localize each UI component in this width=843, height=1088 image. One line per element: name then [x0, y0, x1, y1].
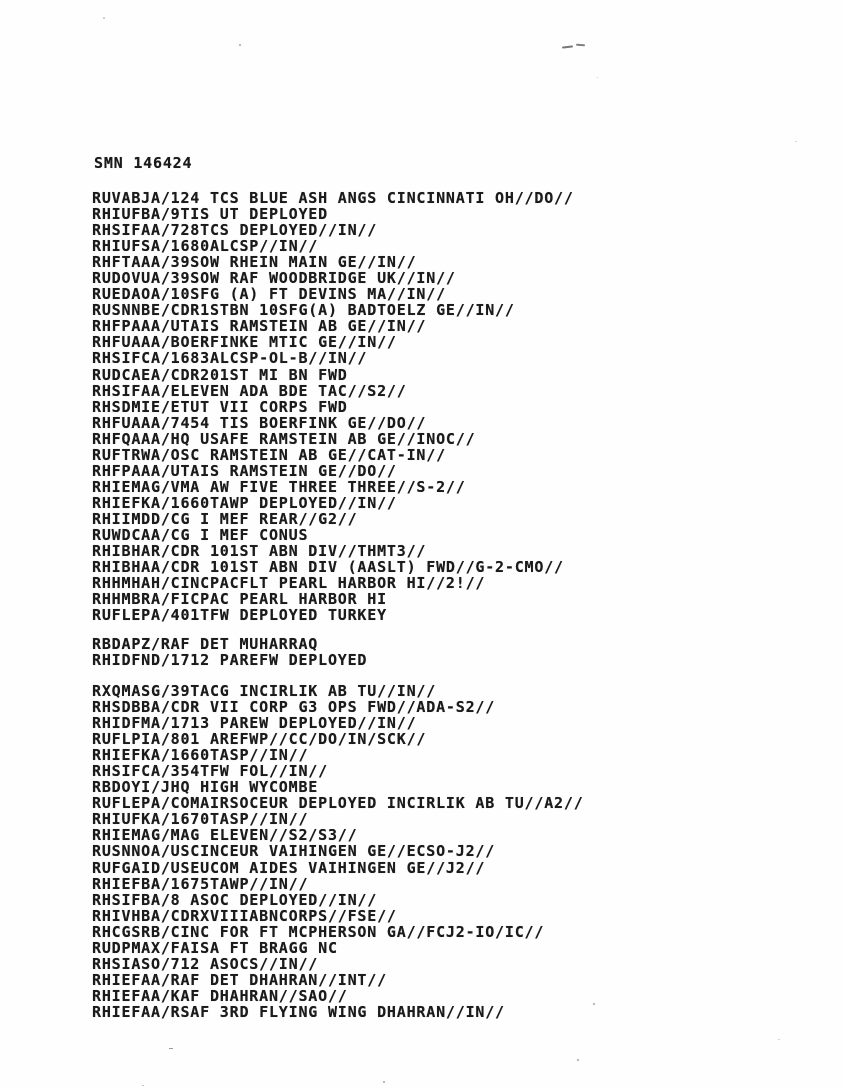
address-line: RBDOYI/JHQ HIGH WYCOMBE — [92, 778, 319, 797]
address-line: RHSDMIE/ETUT VII CORPS FWD — [92, 397, 348, 416]
scan-speck — [383, 1081, 385, 1083]
message-serial-number: SMN 146424 — [94, 154, 193, 172]
address-line: RUEDAOA/10SFG (A) FT DEVINS MA//IN// — [92, 285, 446, 304]
address-line: RHIBHAR/CDR 101ST ABN DIV//THMT3// — [92, 542, 427, 561]
address-line: RXQMASG/39TACG INCIRLIK AB TU//IN// — [92, 682, 437, 700]
address-line: RUFGAID/USEUCOM AIDES VAIHINGEN GE//J2// — [92, 858, 486, 877]
scan-smudge — [562, 45, 573, 48]
address-line: RHSIFAA/728TCS DEPLOYED//IN// — [92, 221, 378, 240]
address-block-2 — [92, 636, 367, 668]
address-line: RUWDCAA/CG I MEF CONUS — [92, 525, 309, 544]
address-line: RBDAPZ/RAF DET MUHARRAQ — [92, 635, 319, 653]
address-line: RHIEFKA/1660TASP//IN// — [92, 746, 309, 765]
address-line: RHHMBRA/FICPAC PEARL HARBOR HI — [92, 590, 387, 609]
address-line: RHSIFCA/1683ALCSP-OL-B//IN// — [92, 349, 368, 368]
address-block-1 — [92, 190, 574, 623]
address-line: RHSIFAA/ELEVEN ADA BDE TAC//S2// — [92, 381, 407, 400]
address-block-3 — [92, 683, 584, 1020]
address-line: RHIIMDD/CG I MEF REAR//G2// — [92, 509, 358, 528]
address-line: RHIUFBA/9TIS UT DEPLOYED — [92, 205, 328, 224]
address-line: RHIEFAA/KAF DHAHRAN//SAO// — [92, 986, 348, 1005]
address-line: RHSDBBA/CDR VII CORP G3 OPS FWD//ADA-S2// — [92, 698, 496, 717]
address-line: RHIDFND/1712 PAREFW DEPLOYED — [92, 651, 368, 670]
address-line: RHFUAAA/7454 TIS BOERFINK GE//DO// — [92, 413, 427, 432]
address-line: RHIUFKA/1670TASP//IN// — [92, 810, 309, 829]
address-line: RUSNNOA/USCINCEUR VAIHINGEN GE//ECSO-J2// — [92, 842, 496, 861]
address-line: RHIDFMA/1713 PAREW DEPLOYED//IN// — [92, 714, 417, 733]
scan-speck — [169, 1048, 173, 1049]
address-line: RHIEFBA/1675TAWP//IN// — [92, 874, 309, 893]
scan-speck — [597, 77, 598, 78]
scan-speck — [142, 1085, 144, 1086]
address-line: RHCGSRB/CINC FOR FT MCPHERSON GA//FCJ2-IO/IC// — [92, 922, 545, 941]
address-line: RHIUFSA/1680ALCSP//IN// — [92, 237, 319, 256]
address-line: RHFPAAA/UTAIS RAMSTEIN GE//DO// — [92, 461, 397, 480]
scan-speck — [778, 1039, 780, 1040]
address-line: RHFQAAA/HQ USAFE RAMSTEIN AB GE//INOC// — [92, 429, 476, 448]
address-line: RHIEMAG/MAG ELEVEN//S2/S3// — [92, 826, 358, 845]
scan-speck — [577, 1059, 579, 1061]
scan-speck — [795, 141, 797, 142]
address-line: RHIEMAG/VMA AW FIVE THREE THREE//S-2// — [92, 477, 466, 496]
address-line: RUDCAEA/CDR201ST MI BN FWD — [92, 365, 348, 384]
address-line: RHSIFCA/354TFW FOL//IN// — [92, 762, 328, 781]
address-line: RUFTRWA/OSC RAMSTEIN AB GE//CAT-IN// — [92, 445, 446, 464]
address-line: RHFUAAA/BOERFINKE MTIC GE//IN// — [92, 333, 397, 352]
address-line: RHSIFBA/8 ASOC DEPLOYED//IN// — [92, 890, 378, 909]
scan-speck — [103, 17, 105, 19]
address-line: RUFLEPA/401TFW DEPLOYED TURKEY — [92, 606, 387, 625]
address-line: RUVABJA/124 TCS BLUE ASH ANGS CINCINNATI OH//DO// — [92, 189, 574, 207]
address-line: RUFLEPA/COMAIRSOCEUR DEPLOYED INCIRLIK AB TU//A2// — [92, 794, 584, 813]
address-line: RUDPMAX/FAISA FT BRAGG NC — [92, 938, 338, 957]
scan-smudge — [576, 44, 585, 47]
address-line: RHFTAAA/39SOW RHEIN MAIN GE//IN// — [92, 253, 417, 272]
address-line: RHIEFAA/RSAF 3RD FLYING WING DHAHRAN//IN// — [92, 1002, 505, 1021]
scan-speck — [593, 1003, 595, 1005]
address-line: RHIEFAA/RAF DET DHAHRAN//INT// — [92, 970, 387, 989]
address-line: RHIBHAA/CDR 101ST ABN DIV (AASLT) FWD//G-2-CMO// — [92, 558, 564, 577]
address-line: RHIVHBA/CDRXVIIIABNCORPS//FSE// — [92, 906, 397, 925]
address-line: RHHMHAH/CINCPACFLT PEARL HARBOR HI//2!// — [92, 574, 486, 593]
address-line: RUSNNBE/CDR1STBN 10SFG(A) BADTOELZ GE//IN// — [92, 301, 515, 320]
address-line: RUFLPIA/801 AREFWP//CC/DO/IN/SCK// — [92, 730, 427, 749]
address-line: RHFPAAA/UTAIS RAMSTEIN AB GE//IN// — [92, 317, 427, 336]
address-line: RHIEFKA/1660TAWP DEPLOYED//IN// — [92, 493, 397, 512]
address-line: RHSIASO/712 ASOCS//IN// — [92, 954, 319, 973]
address-line: RUDOVUA/39SOW RAF WOODBRIDGE UK//IN// — [92, 269, 456, 288]
scan-speck — [239, 44, 241, 46]
